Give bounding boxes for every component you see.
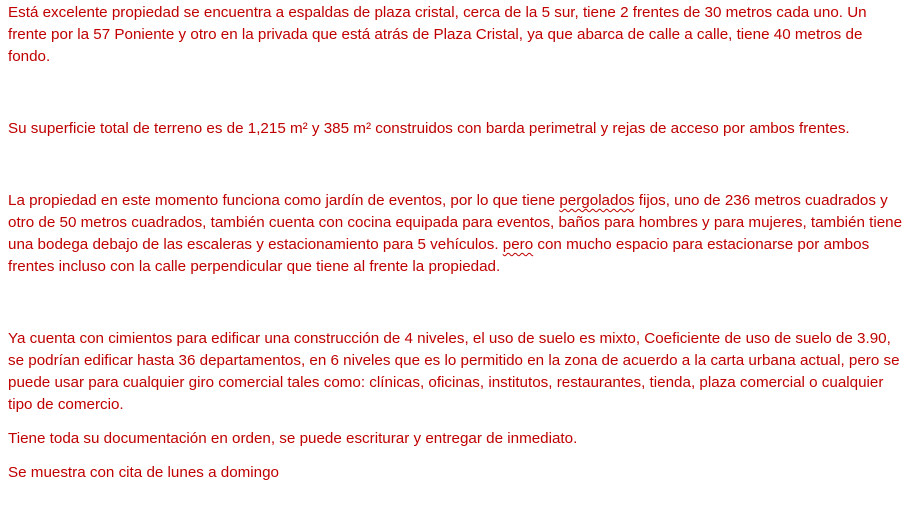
spellcheck-flagged-word[interactable]: pergolados (559, 192, 635, 209)
spellcheck-flagged-word[interactable]: pero (502, 236, 534, 253)
paragraph-events-text-3: con mucho espacio para estacionarse por ambos frentes incluso con la calle perpendicular que tiene al frente la propiedad. (8, 236, 870, 275)
paragraph-documentation: Tiene toda su documentación en orden, se puede escriturar y entregar de inmediato. (8, 430, 578, 447)
paragraph-surface: Su superficie total de terreno es de 1,215 m² y 385 m² construidos con barda perimetral y rejas de acceso por ambos frentes. (8, 120, 850, 137)
paragraph-events-text-2: fijos, uno de 236 metros cuadrados y otro de 50 metros cuadrados, también cuenta con cocina equipada para eventos, baños para hombres y para mujeres, también tiene una bodega debajo de las escaleras y estacionamiento para 5 vehículos. (8, 192, 903, 253)
document-body (8, 2, 908, 484)
paragraph-location: Está excelente propiedad se encuentra a espaldas de plaza cristal, cerca de la 5 sur, tiene 2 frentes de 30 metros cada uno. Un frente por la 57 Poniente y otro en la privada que está atrás de Plaza Cristal, ya que abarca de calle a calle, tiene 40 metros de fondo. (8, 4, 867, 65)
paragraph-events-garden (8, 190, 908, 278)
paragraph-viewing: Se muestra con cita de lunes a domingo (8, 464, 280, 481)
paragraph-foundations: Ya cuenta con cimientos para edificar una construcción de 4 niveles, el uso de suelo es mixto, Coeficiente de uso de suelo de 3.90, se podrían edificar hasta 36 departamentos, en 6 niveles que es lo permitido en la zona de acuerdo a la carta urbana actual, pero se puede usar para cualquier giro comercial tales como: clínicas, oficinas, institutos, restaurantes, tienda, plaza comercial o cualquier tipo de comercio. (8, 330, 900, 413)
paragraph-events-text-1: La propiedad en este momento funciona como jardín de eventos, por lo que tiene (8, 192, 560, 209)
